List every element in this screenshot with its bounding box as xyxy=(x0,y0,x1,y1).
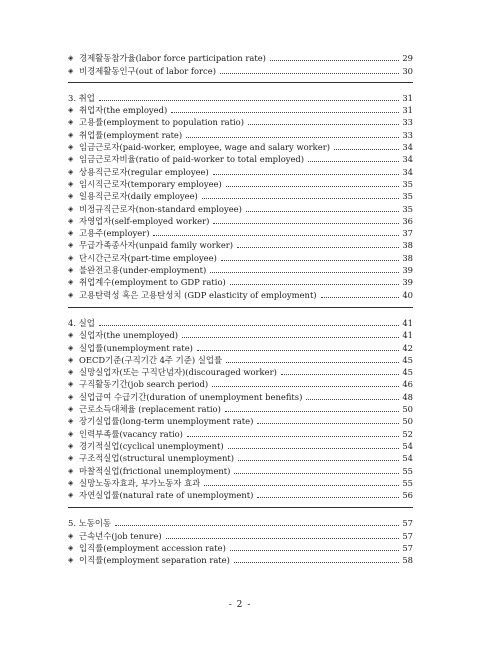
toc-entry[interactable] xyxy=(68,489,413,501)
diamond-bullet-icon: ◈ xyxy=(68,380,74,389)
toc-page-number: 52 xyxy=(402,428,413,439)
toc-page-number: 41 xyxy=(402,330,413,341)
diamond-bullet-icon: ◈ xyxy=(68,290,74,299)
dot-leader xyxy=(221,259,399,261)
toc-entry[interactable] xyxy=(68,128,413,140)
toc-section-title: 4. 실업 xyxy=(68,317,95,328)
toc-page-number: 35 xyxy=(402,203,413,214)
diamond-bullet-icon: ◈ xyxy=(68,392,74,401)
toc-page-number: 39 xyxy=(402,277,413,288)
toc-entry[interactable] xyxy=(68,141,413,153)
toc-page-number: 34 xyxy=(402,154,413,165)
toc-page-number: 45 xyxy=(402,367,413,378)
toc-section-title: 5. 노동이동 xyxy=(68,518,112,529)
toc-page-number: 33 xyxy=(402,117,413,128)
diamond-bullet-icon: ◈ xyxy=(68,368,74,377)
toc-entry-label: 실망실업자(또는 구직단념자)(discouraged worker) xyxy=(79,367,277,378)
toc-entry-label: 임시직근로자(temporary employee) xyxy=(79,178,222,189)
diamond-bullet-icon: ◈ xyxy=(68,241,74,250)
dot-leader xyxy=(257,496,399,498)
toc-entry-label: 실업률(unemployment rate) xyxy=(79,342,193,353)
toc-section-heading[interactable] xyxy=(68,92,413,104)
toc-entry-label: 실망노동자효과, 부가노동자 효과 xyxy=(79,477,201,488)
toc-entry-label: 장기실업률(long-term unemployment rate) xyxy=(79,416,254,427)
dot-leader xyxy=(234,472,399,474)
toc-entry-label: 상용직근로자(regular employee) xyxy=(79,166,209,177)
dot-leader xyxy=(225,410,399,412)
toc-page-number: 57 xyxy=(402,518,413,529)
dot-leader xyxy=(334,148,399,150)
table-of-contents xyxy=(68,52,413,566)
dot-leader xyxy=(182,336,399,338)
diamond-bullet-icon: ◈ xyxy=(68,441,74,450)
toc-entry[interactable] xyxy=(68,276,413,288)
toc-entry-label: OECD기준(구직기간 4주 기준) 실업률 xyxy=(79,354,223,365)
toc-entry-label: 자영업자(self-employed worker) xyxy=(79,215,210,226)
toc-entry-label: 근로소득대체율 (replacement ratio) xyxy=(79,404,221,415)
dot-leader xyxy=(220,72,399,74)
diamond-bullet-icon: ◈ xyxy=(68,491,74,500)
toc-entry[interactable] xyxy=(68,464,413,476)
toc-page-number: 35 xyxy=(402,178,413,189)
diamond-bullet-icon: ◈ xyxy=(68,216,74,225)
toc-entry[interactable] xyxy=(68,477,413,489)
toc-entry-label: 이직률(employment separation rate) xyxy=(79,555,230,566)
section-divider xyxy=(68,507,413,508)
diamond-bullet-icon: ◈ xyxy=(68,66,74,75)
diamond-bullet-icon: ◈ xyxy=(68,478,74,487)
diamond-bullet-icon: ◈ xyxy=(68,343,74,352)
toc-entry-label: 실업급여 수급기간(duration of unemployment benefits) xyxy=(79,391,303,402)
diamond-bullet-icon: ◈ xyxy=(68,531,74,540)
dot-leader xyxy=(230,549,399,551)
diamond-bullet-icon: ◈ xyxy=(68,278,74,287)
dot-leader xyxy=(226,185,400,187)
dot-leader xyxy=(234,561,399,563)
toc-entry-label: 구조적실업(structural unemployment) xyxy=(79,453,234,464)
toc-entry[interactable] xyxy=(68,153,413,165)
toc-page-number: 54 xyxy=(402,440,413,451)
dot-leader xyxy=(187,435,399,437)
dot-leader xyxy=(257,422,399,424)
dot-leader xyxy=(248,123,399,125)
toc-entry[interactable] xyxy=(68,415,413,427)
toc-entry[interactable] xyxy=(68,440,413,452)
toc-entry[interactable] xyxy=(68,227,413,239)
toc-entry-label: 인력부족률(vacancy ratio) xyxy=(79,428,183,439)
dot-leader xyxy=(321,296,400,298)
dot-leader xyxy=(212,385,399,387)
diamond-bullet-icon: ◈ xyxy=(68,556,74,565)
toc-entry-label: 취업계수(employment to GDP ratio) xyxy=(79,277,226,288)
toc-page-number: 40 xyxy=(402,289,413,300)
diamond-bullet-icon: ◈ xyxy=(68,106,74,115)
toc-page-number: 45 xyxy=(402,354,413,365)
toc-entry[interactable] xyxy=(68,251,413,263)
dot-leader xyxy=(204,484,399,486)
toc-entry-label: 임금근로자비율(ratio of paid-worker to total employed) xyxy=(79,154,305,165)
dot-leader xyxy=(237,246,399,248)
dot-leader xyxy=(171,111,399,113)
toc-page-number: 55 xyxy=(402,465,413,476)
toc-entry-label: 불완전고용(under-employment) xyxy=(79,265,207,276)
dot-leader xyxy=(308,160,399,162)
toc-entry-label: 비경제활동인구(out of labor force) xyxy=(79,65,216,76)
toc-entry[interactable] xyxy=(68,215,413,227)
section-divider xyxy=(68,307,413,308)
toc-entry-label: 임금근로자(paid-worker, employee, wage and salary worker) xyxy=(79,142,330,153)
toc-entry[interactable] xyxy=(68,104,413,116)
toc-entry-label: 무급가족종사자(unpaid family worker) xyxy=(79,240,234,251)
toc-entry[interactable] xyxy=(68,190,413,202)
toc-entry-label: 일용직근로자(daily employee) xyxy=(79,191,198,202)
toc-page-number: 50 xyxy=(402,416,413,427)
toc-entry[interactable] xyxy=(68,329,413,341)
diamond-bullet-icon: ◈ xyxy=(68,355,74,364)
diamond-bullet-icon: ◈ xyxy=(68,405,74,414)
toc-entry[interactable] xyxy=(68,378,413,390)
diamond-bullet-icon: ◈ xyxy=(68,454,74,463)
dot-leader xyxy=(230,283,400,285)
toc-page-number: 29 xyxy=(402,53,413,64)
toc-page-number: 50 xyxy=(402,404,413,415)
dot-leader xyxy=(281,373,399,375)
toc-entry[interactable] xyxy=(68,403,413,415)
diamond-bullet-icon: ◈ xyxy=(68,417,74,426)
toc-entry[interactable] xyxy=(68,202,413,214)
toc-section-heading[interactable] xyxy=(68,517,413,529)
dot-leader xyxy=(166,537,400,539)
dot-leader xyxy=(306,398,399,400)
dot-leader xyxy=(246,210,399,212)
toc-entry-label: 자연실업률(natural rate of unemployment) xyxy=(79,490,254,501)
toc-page-number: 56 xyxy=(402,490,413,501)
toc-page-number: 39 xyxy=(402,265,413,276)
toc-entry-label: 고용률(employment to population ratio) xyxy=(79,117,244,128)
toc-entry[interactable] xyxy=(68,341,413,353)
toc-entry[interactable] xyxy=(68,116,413,128)
toc-page-number: 54 xyxy=(402,453,413,464)
toc-page-number: 55 xyxy=(402,477,413,488)
toc-page-number: 57 xyxy=(402,542,413,553)
toc-entry[interactable] xyxy=(68,529,413,541)
toc-entry[interactable] xyxy=(68,366,413,378)
toc-entry[interactable] xyxy=(68,264,413,276)
dot-leader xyxy=(197,349,399,351)
toc-entry[interactable] xyxy=(68,427,413,439)
dot-leader xyxy=(210,271,399,273)
toc-page-number: 36 xyxy=(402,215,413,226)
diamond-bullet-icon: ◈ xyxy=(68,204,74,213)
dot-leader xyxy=(270,59,399,61)
toc-page-number: 58 xyxy=(402,555,413,566)
toc-page-number: 38 xyxy=(402,252,413,263)
toc-entry-label: 고용주(employer) xyxy=(79,228,150,239)
dot-leader xyxy=(153,234,399,236)
diamond-bullet-icon: ◈ xyxy=(68,130,74,139)
toc-section-heading[interactable] xyxy=(68,317,413,329)
toc-page-number: 31 xyxy=(402,92,413,103)
dot-leader xyxy=(238,459,399,461)
dot-leader xyxy=(228,447,400,449)
diamond-bullet-icon: ◈ xyxy=(68,192,74,201)
toc-entry[interactable] xyxy=(68,52,413,64)
toc-page-number: 35 xyxy=(402,191,413,202)
toc-page-number: 34 xyxy=(402,166,413,177)
diamond-bullet-icon: ◈ xyxy=(68,266,74,275)
toc-entry[interactable] xyxy=(68,354,413,366)
toc-entry[interactable] xyxy=(68,452,413,464)
diamond-bullet-icon: ◈ xyxy=(68,167,74,176)
toc-entry-label: 경기적실업(cyclical unemployment) xyxy=(79,440,224,451)
dot-leader xyxy=(226,361,399,363)
toc-entry-label: 비정규직근로자(non-standard employee) xyxy=(79,203,242,214)
diamond-bullet-icon: ◈ xyxy=(68,466,74,475)
toc-entry-label: 취업자(the employed) xyxy=(79,105,168,116)
diamond-bullet-icon: ◈ xyxy=(68,54,74,63)
diamond-bullet-icon: ◈ xyxy=(68,229,74,238)
toc-entry[interactable] xyxy=(68,64,413,76)
diamond-bullet-icon: ◈ xyxy=(68,118,74,127)
toc-entry[interactable] xyxy=(68,288,413,300)
dot-leader xyxy=(115,524,399,526)
toc-entry[interactable] xyxy=(68,390,413,402)
toc-page-number: 48 xyxy=(402,391,413,402)
toc-page-number: 34 xyxy=(402,142,413,153)
toc-entry-label: 입직률(employment accession rate) xyxy=(79,542,226,553)
toc-entry[interactable] xyxy=(68,554,413,566)
dot-leader xyxy=(186,136,399,138)
toc-page-number: 41 xyxy=(402,317,413,328)
toc-page-number: 46 xyxy=(402,379,413,390)
toc-entry-label: 근속년수(job tenure) xyxy=(79,530,162,541)
page-number-footer: - 2 - xyxy=(228,600,252,610)
diamond-bullet-icon: ◈ xyxy=(68,253,74,262)
toc-entry-label: 구직활동기간(job search period) xyxy=(79,379,209,390)
toc-page-number: 31 xyxy=(402,105,413,116)
toc-page-number: 30 xyxy=(402,65,413,76)
dot-leader xyxy=(99,324,399,326)
dot-leader xyxy=(213,173,400,175)
diamond-bullet-icon: ◈ xyxy=(68,543,74,552)
diamond-bullet-icon: ◈ xyxy=(68,331,74,340)
toc-entry-label: 단시간근로자(part-time employee) xyxy=(79,252,217,263)
diamond-bullet-icon: ◈ xyxy=(68,429,74,438)
toc-entry[interactable] xyxy=(68,178,413,190)
toc-entry-label: 고용탄력성 혹은 고용탄성치 (GDP elasticity of employment) xyxy=(79,289,317,300)
toc-section-title: 3. 취업 xyxy=(68,92,95,103)
toc-entry[interactable] xyxy=(68,542,413,554)
toc-entry-label: 경제활동참가율(labor force participation rate) xyxy=(79,53,266,64)
diamond-bullet-icon: ◈ xyxy=(68,155,74,164)
section-divider xyxy=(68,82,413,83)
toc-page-number: 42 xyxy=(402,342,413,353)
diamond-bullet-icon: ◈ xyxy=(68,179,74,188)
toc-entry[interactable] xyxy=(68,165,413,177)
diamond-bullet-icon: ◈ xyxy=(68,143,74,152)
toc-entry-label: 마찰적실업(frictional unemployment) xyxy=(79,465,231,476)
dot-leader xyxy=(213,222,399,224)
toc-entry-label: 실업자(the unemployed) xyxy=(79,330,178,341)
toc-page-number: 37 xyxy=(402,228,413,239)
toc-entry[interactable] xyxy=(68,239,413,251)
dot-leader xyxy=(202,197,400,199)
toc-page-number: 57 xyxy=(402,530,413,541)
dot-leader xyxy=(99,99,399,101)
toc-page-number: 33 xyxy=(402,129,413,140)
toc-page-number: 38 xyxy=(402,240,413,251)
toc-entry-label: 취업률(employment rate) xyxy=(79,129,183,140)
